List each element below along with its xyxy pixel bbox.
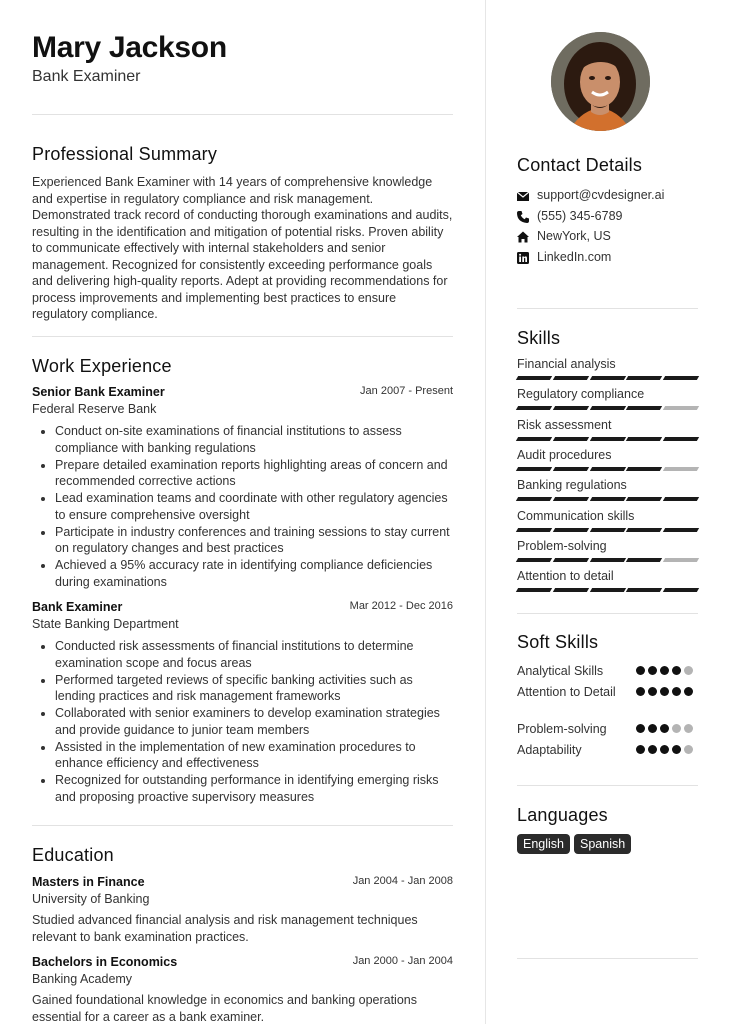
skill-level-segment <box>589 376 625 380</box>
soft-skills-heading: Soft Skills <box>517 632 599 652</box>
skill-level-segment <box>663 558 699 562</box>
education-entry <box>32 875 453 942</box>
soft-skill-item <box>517 721 698 738</box>
job-bullet: • Achieved a 95% accuracy rate in identifying compliance deficiencies during examinations <box>55 557 453 590</box>
education-entry <box>32 955 453 1022</box>
soft-skill-rating <box>636 724 696 742</box>
skills-heading: Skills <box>517 328 561 348</box>
skill-level-segment <box>626 558 662 562</box>
language-tag: Spanish <box>574 834 631 854</box>
column-divider <box>485 0 486 1024</box>
job-bullet: • Prepare detailed examination reports highlighting areas of concern and recommended corrective actions <box>55 457 453 490</box>
contact-email[interactable] <box>517 188 698 208</box>
skill-level-bar <box>517 406 698 410</box>
skill-level-segment <box>626 497 662 501</box>
skill-label: Banking regulations <box>517 478 627 493</box>
language-tag: English <box>517 834 570 854</box>
soft-skill-label: Analytical Skills <box>517 664 604 678</box>
rating-dot <box>672 666 681 675</box>
soft-skill-label: Problem-solving <box>517 722 607 736</box>
contact-location <box>517 229 698 249</box>
skill-level-segment <box>626 406 662 410</box>
rating-dot <box>648 666 657 675</box>
skill-level-segment <box>516 437 552 441</box>
languages-divider <box>517 958 698 959</box>
skill-level-segment <box>589 406 625 410</box>
rating-dot <box>660 687 669 696</box>
degree-title: Bachelors in Economics <box>32 955 178 969</box>
skill-label: Problem-solving <box>517 538 607 553</box>
rating-dot <box>648 687 657 696</box>
skill-level-segment <box>553 406 589 410</box>
skill-item <box>517 569 698 599</box>
experience-divider <box>32 825 453 826</box>
skill-level-segment <box>626 467 662 471</box>
skill-level-segment <box>553 467 589 471</box>
soft-skill-rating <box>636 666 696 684</box>
job-bullet: • Conduct on-site examinations of financial institutions to assess compliance with banking regulations <box>55 423 453 456</box>
skill-level-segment <box>516 588 552 592</box>
soft-skill-label: Adaptability <box>517 743 582 757</box>
skill-level-segment <box>626 437 662 441</box>
job-company: Federal Reserve Bank <box>32 402 157 416</box>
soft-skills-divider <box>517 785 698 786</box>
skill-label: Communication skills <box>517 508 635 523</box>
skill-level-bar <box>517 528 698 532</box>
job-entry <box>32 600 453 806</box>
skill-level-segment <box>516 558 552 562</box>
skill-level-segment <box>553 528 589 532</box>
rating-dot <box>672 724 681 733</box>
home-icon <box>517 231 529 243</box>
soft-skill-item <box>517 684 698 701</box>
linkedin-icon <box>517 252 529 264</box>
skill-level-segment <box>626 376 662 380</box>
education-description: Studied advanced financial analysis and risk management techniques relevant to bank examination practices. <box>32 913 418 944</box>
skill-level-segment <box>663 588 699 592</box>
skill-level-segment <box>663 437 699 441</box>
job-bullet: • Lead examination teams and coordinate with other regulatory agencies to ensure comprehensive oversight <box>55 490 453 523</box>
skill-level-segment <box>589 528 625 532</box>
rating-dot <box>636 666 645 675</box>
school-name: University of Banking <box>32 892 150 906</box>
contact-location-text: NewYork, US <box>537 229 611 243</box>
languages-heading: Languages <box>517 805 608 825</box>
soft-skill-item <box>517 742 698 759</box>
job-dates: Mar 2012 - Dec 2016 <box>349 600 453 612</box>
skill-level-segment <box>589 558 625 562</box>
language-tags <box>517 834 631 854</box>
rating-dot <box>684 745 693 754</box>
school-name: Banking Academy <box>32 972 133 986</box>
rating-dot <box>684 687 693 696</box>
job-title: Bank Examiner <box>32 600 123 614</box>
summary-divider <box>32 336 453 337</box>
rating-dot <box>648 724 657 733</box>
job-bullet: • Performed targeted reviews of specific banking activities such as lending practices and risk management frameworks <box>55 672 453 705</box>
rating-dot <box>636 724 645 733</box>
skill-level-segment <box>553 588 589 592</box>
skill-item <box>517 478 698 508</box>
skill-level-segment <box>516 406 552 410</box>
skill-label: Attention to detail <box>517 569 614 584</box>
rating-dot <box>672 745 681 754</box>
candidate-name: Mary Jackson <box>32 31 227 64</box>
skill-level-segment <box>553 497 589 501</box>
skill-level-segment <box>626 588 662 592</box>
job-bullet: • Conducted risk assessments of financial institutions to determine examination scope and focus areas <box>55 638 453 671</box>
skill-level-segment <box>663 406 699 410</box>
job-bullets <box>32 638 453 805</box>
education-dates: Jan 2000 - Jan 2004 <box>352 955 453 967</box>
contact-phone-text: (555) 345-6789 <box>537 209 623 223</box>
rating-dot <box>648 745 657 754</box>
degree-title: Masters in Finance <box>32 875 145 889</box>
skill-item <box>517 509 698 539</box>
skill-level-segment <box>663 376 699 380</box>
soft-skill-rating <box>636 745 696 763</box>
skill-item <box>517 418 698 448</box>
job-bullets <box>32 423 453 590</box>
contact-heading: Contact Details <box>517 155 643 175</box>
skill-level-bar <box>517 558 698 562</box>
rating-dot <box>660 666 669 675</box>
skill-level-segment <box>553 558 589 562</box>
skill-label: Regulatory compliance <box>517 387 645 402</box>
envelope-icon <box>517 190 529 202</box>
education-dates: Jan 2004 - Jan 2008 <box>352 875 453 887</box>
job-dates: Jan 2007 - Present <box>360 385 453 397</box>
skill-item <box>517 539 698 569</box>
skill-label: Financial analysis <box>517 357 616 371</box>
skill-level-bar <box>517 376 698 380</box>
skill-level-bar <box>517 437 698 441</box>
skill-level-segment <box>516 497 552 501</box>
rating-dot <box>660 724 669 733</box>
skill-level-segment <box>589 467 625 471</box>
skill-level-bar <box>517 588 698 592</box>
rating-dot <box>684 724 693 733</box>
skill-level-segment <box>516 467 552 471</box>
skill-level-segment <box>553 437 589 441</box>
job-entry <box>32 385 453 591</box>
soft-skill-item <box>517 663 698 680</box>
skill-item <box>517 387 698 417</box>
soft-skill-rating <box>636 687 696 705</box>
summary-text: Experienced Bank Examiner with 14 years of comprehensive knowledge and expertise in regulatory compliance and risk management. Demonstrated track record of conducting thorough examinations and audits, resulting in the identification and mitigation of potential risks. Proven ability to communicate effectively with internal stakeholders and senior management. Recognized for consistently exceeding performance goals and delivering high-quality reports. Adept at providing recommendations for process improvements and implementing best practices to ensure regulatory compliance. <box>32 175 453 321</box>
soft-skill-label: Attention to Detail <box>517 685 616 699</box>
contact-linkedin[interactable] <box>517 250 698 270</box>
skill-level-segment <box>553 376 589 380</box>
skill-level-bar <box>517 497 698 501</box>
skill-level-segment <box>516 528 552 532</box>
skill-level-segment <box>626 528 662 532</box>
skill-item <box>517 448 698 478</box>
contact-linkedin-text: LinkedIn.com <box>537 250 612 264</box>
skill-label: Risk assessment <box>517 417 612 432</box>
contact-email-text: support@cvdesigner.ai <box>537 188 665 202</box>
header-divider <box>32 114 453 115</box>
skill-level-segment <box>663 497 699 501</box>
rating-dot <box>636 687 645 696</box>
rating-dot <box>660 745 669 754</box>
skill-level-segment <box>663 467 699 471</box>
skill-level-bar <box>517 467 698 471</box>
job-bullet: • Assisted in the implementation of new examination procedures to enhance efficiency and effectiveness <box>55 739 453 772</box>
skill-level-segment <box>589 437 625 441</box>
rating-dot <box>672 687 681 696</box>
skill-level-segment <box>663 528 699 532</box>
skill-level-segment <box>516 376 552 380</box>
job-bullet: • Participate in industry conferences and training sessions to stay current on regulatory changes and best practices <box>55 524 453 557</box>
contact-phone[interactable] <box>517 209 698 229</box>
job-title: Senior Bank Examiner <box>32 385 165 399</box>
skill-label: Audit procedures <box>517 447 612 462</box>
education-description: Gained foundational knowledge in economics and banking operations essential for a career as a bank examiner. <box>32 993 417 1024</box>
rating-dot <box>636 745 645 754</box>
education-heading: Education <box>32 845 114 865</box>
candidate-title: Bank Examiner <box>32 68 141 85</box>
phone-icon <box>517 211 529 223</box>
skill-level-segment <box>589 588 625 592</box>
profile-photo <box>551 32 650 131</box>
job-company: State Banking Department <box>32 617 179 631</box>
skill-level-segment <box>589 497 625 501</box>
rating-dot <box>684 666 693 675</box>
experience-heading: Work Experience <box>32 356 172 376</box>
skills-divider <box>517 613 698 614</box>
job-bullet: • Recognized for outstanding performance in identifying emerging risks and proposing proactive supervisory measures <box>55 772 453 805</box>
skill-item <box>517 357 698 387</box>
job-bullet: • Collaborated with senior examiners to develop examination strategies and provide guidance to junior team members <box>55 705 453 738</box>
contact-divider <box>517 308 698 309</box>
summary-heading: Professional Summary <box>32 144 218 164</box>
